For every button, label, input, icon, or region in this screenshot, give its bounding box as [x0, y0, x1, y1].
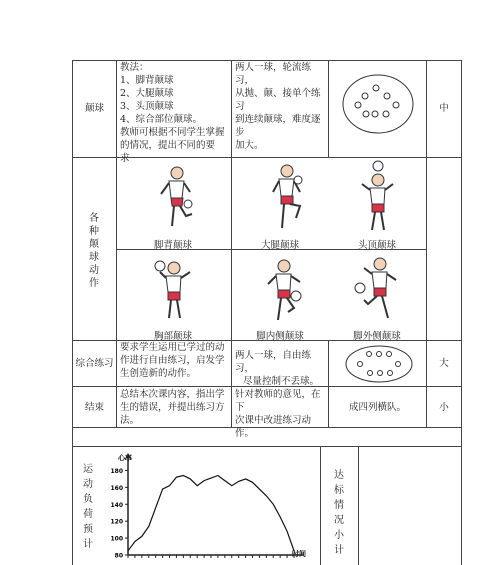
side-char: 情 [334, 500, 344, 511]
caption-thigh: 大腿颠球 [260, 240, 299, 251]
chest-juggling-figure [150, 256, 198, 322]
side-char: 小 [334, 530, 344, 541]
y-tick-label: 160 [110, 484, 123, 492]
method-cell [120, 61, 230, 164]
practice-cell [235, 349, 327, 388]
method-line: 法。 [120, 415, 140, 426]
heart-rate-line [128, 476, 294, 551]
method-line: 生的错误，并提出练习方 [120, 402, 225, 413]
side-char: 达 [334, 470, 344, 481]
method-cell [120, 388, 230, 427]
inside-foot-juggling-figure [260, 256, 310, 324]
actions-side-label [87, 212, 101, 290]
method-line: 生创造新的动作。 [120, 368, 197, 379]
method-line: 3、头顶颠球 [120, 101, 174, 112]
practice-cell [235, 61, 327, 152]
formation-diagram-2 [344, 344, 414, 384]
heart-rate-chart [108, 448, 314, 565]
col-divider [358, 446, 359, 565]
method-line: 1、脚背颠球 [120, 75, 174, 86]
side-char: 种 [89, 226, 99, 237]
y-axis-title: 心率 [118, 454, 132, 462]
formation-diagram [340, 72, 416, 136]
method-line: 要求学生运用已学过的动 [120, 342, 225, 353]
side-char: 运 [83, 464, 93, 475]
side-char: 标 [334, 485, 344, 496]
practice-line: 针对教师的意见，在下 [235, 389, 321, 413]
load-level: 大 [439, 358, 449, 369]
method-line: 4、综合部位颠球。 [120, 114, 203, 125]
y-tick-label: 80 [114, 552, 123, 560]
col-divider [328, 60, 329, 157]
practice-line: 尽量控制不丢球。 [242, 376, 319, 387]
side-char: 作 [89, 278, 99, 289]
col-divider [116, 60, 117, 427]
practice-line: 次课中改进练习动作。 [235, 415, 312, 439]
caption-instep: 脚背颠球 [153, 240, 192, 251]
caption-outside-foot: 脚外侧颠球 [353, 331, 401, 342]
head-juggling-figure [356, 160, 400, 234]
thigh-juggling-figure [263, 162, 307, 234]
x-axis-title: 时间 [292, 550, 306, 558]
caption-head: 头顶颠球 [357, 240, 396, 251]
formation-text: 成四列横队。 [348, 402, 406, 413]
side-char: 计 [83, 539, 93, 550]
method-line: 2、大腿颠球 [120, 88, 174, 99]
instep-juggling-figure [152, 164, 196, 232]
side-char: 计 [334, 545, 344, 556]
practice-cell [235, 388, 327, 440]
y-tick-label: 120 [110, 518, 123, 526]
side-char: 况 [334, 515, 344, 526]
side-char: 动 [89, 265, 99, 276]
side-char: 球 [89, 252, 99, 263]
practice-line: 加大。 [235, 140, 264, 151]
method-cell [120, 341, 230, 380]
side-char: 荷 [83, 509, 93, 520]
side-char: 负 [83, 494, 93, 505]
side-char: 各 [89, 213, 99, 224]
outside-foot-juggling-figure [352, 254, 404, 324]
table-border-left [72, 60, 73, 565]
y-tick-label: 140 [110, 501, 123, 509]
side-char: 动 [83, 479, 93, 490]
practice-line: 两人一球，轮流练习， [235, 62, 312, 86]
method-line: 求 [120, 153, 130, 164]
method-line: 教师可根据不同学生掌握 [120, 127, 225, 138]
practice-line: 两人一球，自由练习， [235, 350, 312, 374]
caption-inside-foot: 脚内侧颠球 [256, 331, 304, 342]
row-label-ending: 结束 [84, 402, 104, 413]
caption-chest: 胸部颠球 [153, 331, 192, 342]
method-line: 的情况，提出不同的要 [120, 140, 216, 151]
target-summary-label [332, 468, 346, 558]
row-label-juggling: 颠球 [84, 103, 104, 114]
y-tick-label: 100 [110, 535, 123, 543]
load-level: 中 [439, 103, 449, 114]
row-divider [72, 446, 462, 447]
load-side-label [81, 462, 95, 552]
method-line: 教法： [120, 62, 149, 73]
practice-line: 从抛、颠、接单个练习 [235, 88, 321, 112]
load-level: 小 [439, 402, 449, 413]
method-line: 总结本次课内容，指出学 [120, 389, 225, 400]
col-divider [320, 446, 321, 565]
table-border-right [461, 60, 462, 565]
side-char: 颠 [89, 239, 99, 250]
method-line: 作进行自由练习，启发学 [120, 355, 225, 366]
side-char: 预 [83, 524, 93, 535]
y-tick-label: 180 [110, 467, 123, 475]
practice-line: 到连续颠球，难度逐步 [235, 114, 321, 138]
row-label-comprehensive: 综合练习 [75, 358, 114, 369]
